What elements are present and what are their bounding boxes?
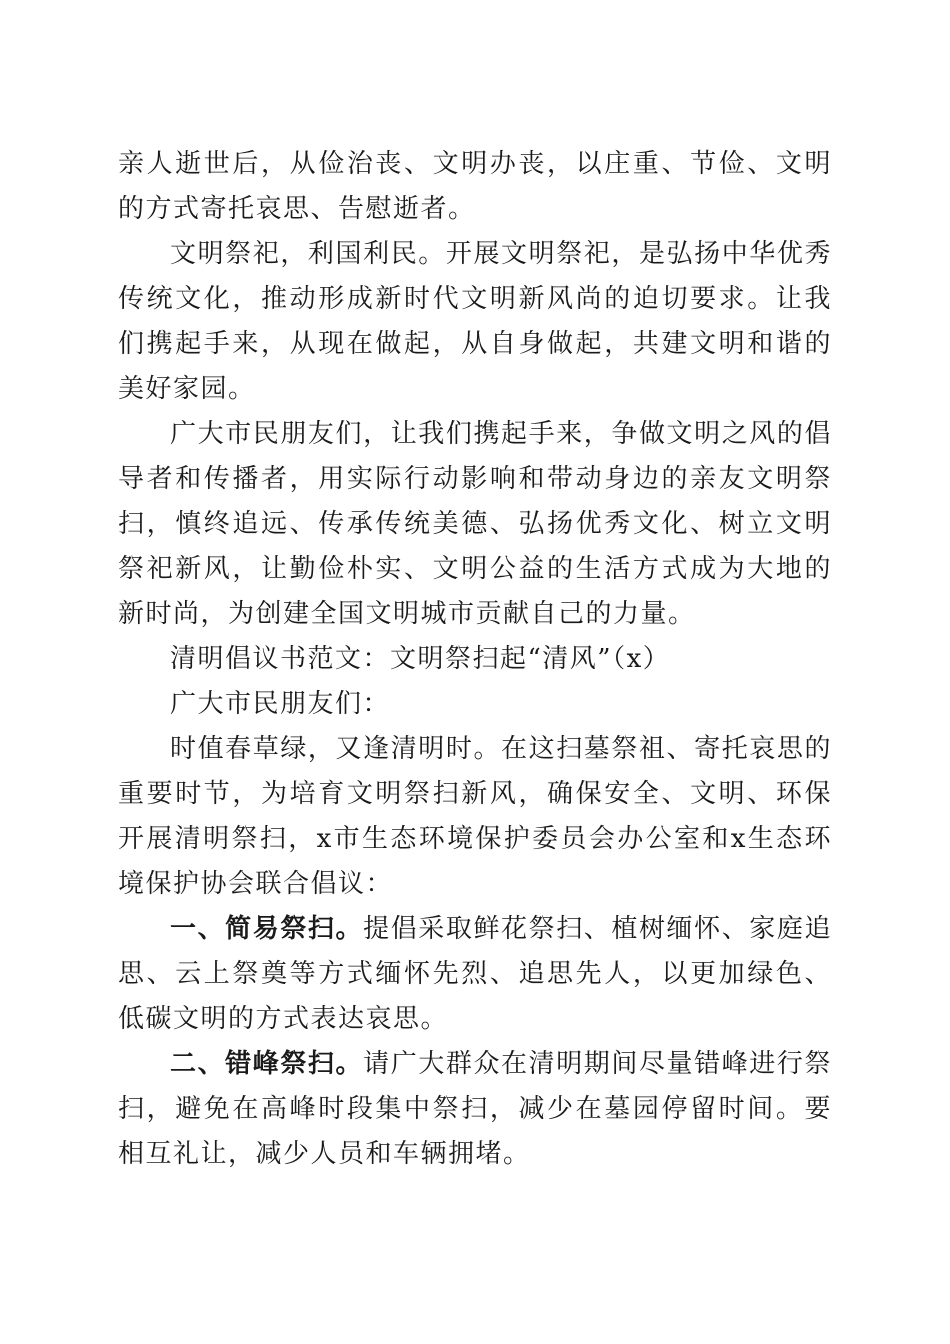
paragraph-civilized-sacrifice: 文明祭祀，利国利民。开展文明祭祀，是弘扬中华优秀传统文化，推动形成新时代文明新风尚的迫切要求。让我们携起手来，从现在做起，从自身做起，共建文明和谐的美好家园。 [118, 239, 832, 404]
paragraph-call-to-citizens: 广大市民朋友们，让我们携起手来，争做文明之风的倡导者和传播者，用实际行动影响和带动身边的亲友文明祭扫，慎终追远、传承传统美德、弘扬优秀文化、树立文明祭祀新风，让勤俭朴实、文明公益的生活方式成为大地的新时尚，为创建全国文明城市贡献自己的力量。 [118, 419, 832, 629]
document-body [118, 142, 832, 1177]
salutation: 广大市民朋友们： [170, 689, 391, 719]
paragraph-item-staggered-sweeping [118, 1042, 832, 1177]
item-heading-staggered-sweeping: 二、错峰祭扫。 [170, 1049, 364, 1079]
section-title: 清明倡议书范文：文明祭扫起“清风”（x） [170, 644, 671, 674]
item-body-simple-sweeping: 提倡采取鲜花祭扫、植树缅怀、家庭追思、云上祭奠等方式缅怀先烈、追思先人，以更加绿色、低碳文明的方式表达哀思。 [118, 914, 832, 1034]
paragraph-intro: 时值春草绿，又逢清明时。在这扫墓祭祖、寄托哀思的重要时节，为培育文明祭扫新风，确保安全、文明、环保开展清明祭扫，x市生态环境保护委员会办公室和x生态环境保护协会联合倡议： [118, 734, 832, 899]
item-body-staggered-sweeping: 请广大群众在清明期间尽量错峰进行祭扫，避免在高峰时段集中祭扫，减少在墓园停留时间。要相互礼让，减少人员和车辆拥堵。 [118, 1049, 832, 1169]
item-heading-simple-sweeping: 一、简易祭扫。 [170, 914, 364, 944]
paragraph-item-simple-sweeping [118, 907, 832, 1042]
paragraph-continuation: 亲人逝世后，从俭治丧、文明办丧，以庄重、节俭、文明的方式寄托哀思、告慰逝者。 [118, 149, 832, 224]
